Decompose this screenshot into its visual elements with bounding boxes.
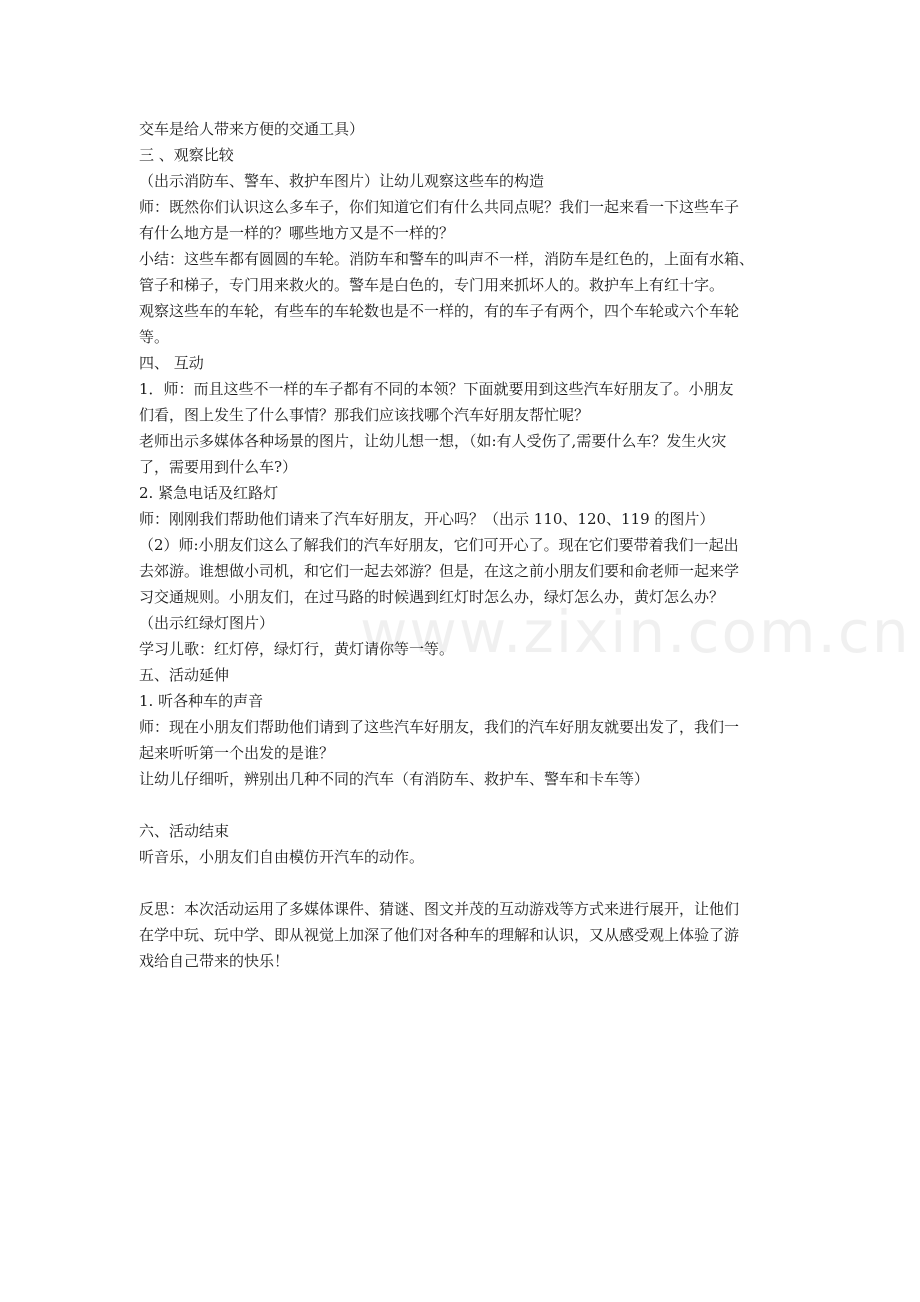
text-line: 交车是给人带来方便的交通工具） [139,120,365,138]
text-line: 师：现在小朋友们帮助他们请到了这些汽车好朋友，我们的汽车好朋友就要出发了，我们一 [139,718,740,736]
text-line: （2）师:小朋友们这么了解我们的汽车好朋友，它们可开心了。现在它们要带着我们一起出 [139,536,739,554]
text-line: 去郊游。谁想做小司机，和它们一起去郊游？但是，在这之前小朋友们要和俞老师一起来学 [139,562,740,580]
text-line: 老师出示多媒体各种场景的图片，让幼儿想一想，（如:有人受伤了,需要什么车？发生火灾 [139,432,727,450]
text-line: 1. 听各种车的声音 [139,692,264,710]
text-line: 小结：这些车都有圆圆的车轮。消防车和警车的叫声不一样，消防车是红色的，上面有水箱、 [139,250,755,268]
text-line: 了，需要用到什么车?） [139,458,298,476]
text-line: 有什么地方是一样的？哪些地方又是不一样的？ [139,224,455,242]
text-line: 观察这些车的车轮，有些车的车轮数也是不一样的，有的车子有两个，四个车轮或六个车轮 [139,302,740,320]
text-line: 师：刚刚我们帮助他们请来了汽车好朋友，开心吗？（出示 110、120、119 的图片） [139,510,715,528]
text-line: 学习儿歌：红灯停，绿灯行，黄灯请你等一等。 [139,640,455,658]
text-line: 师：既然你们认识这么多车子，你们知道它们有什么共同点呢？我们一起来看一下这些车子 [139,198,740,216]
text-line: 们看，图上发生了什么事情？那我们应该找哪个汽车好朋友帮忙呢？ [139,406,590,424]
text-line: 戏给自己带来的快乐！ [139,952,290,970]
text-line: 反思：本次活动运用了多媒体课件、猜谜、图文并茂的互动游戏等方式来进行展开，让他们 [139,900,740,918]
text-line: 三 、观察比较 [139,146,234,164]
blank-line [139,870,789,896]
text-line: 让幼儿仔细听，辨别出几种不同的汽车（有消防车、救护车、警车和卡车等） [139,770,650,788]
blank-line [139,792,789,818]
text-line: 五、活动延伸 [139,666,230,684]
text-line: 习交通规则。小朋友们，在过马路的时候遇到红灯时怎么办，绿灯怎么办，黄灯怎么办？ [139,588,725,606]
document-body [139,116,789,974]
text-line: 六、活动结束 [139,822,230,840]
watermark: www.zixin.com.cn [360,598,911,666]
text-line: 听音乐，小朋友们自由模仿开汽车的动作。 [139,848,425,866]
text-line: 四、 互动 [139,354,204,372]
text-line: 1．师：而且这些不一样的车子都有不同的本领？下面就要用到这些汽车好朋友了。小朋友 [139,380,734,398]
text-line: 等。 [139,328,170,346]
text-line: 在学中玩、玩中学、即从视觉上加深了他们对各种车的理解和认识，又从感受观上体验了游 [139,926,740,944]
text-line: （出示红绿灯图片） [139,614,275,632]
text-line: 2. 紧急电话及红路灯 [139,484,279,502]
text-line: （出示消防车、警车、救护车图片）让幼儿观察这些车的构造 [139,172,545,190]
text-line: 管子和梯子，专门用来救火的。警车是白色的，专门用来抓坏人的。救护车上有红十字。 [139,276,725,294]
text-line: 起来听听第一个出发的是谁？ [139,744,335,762]
